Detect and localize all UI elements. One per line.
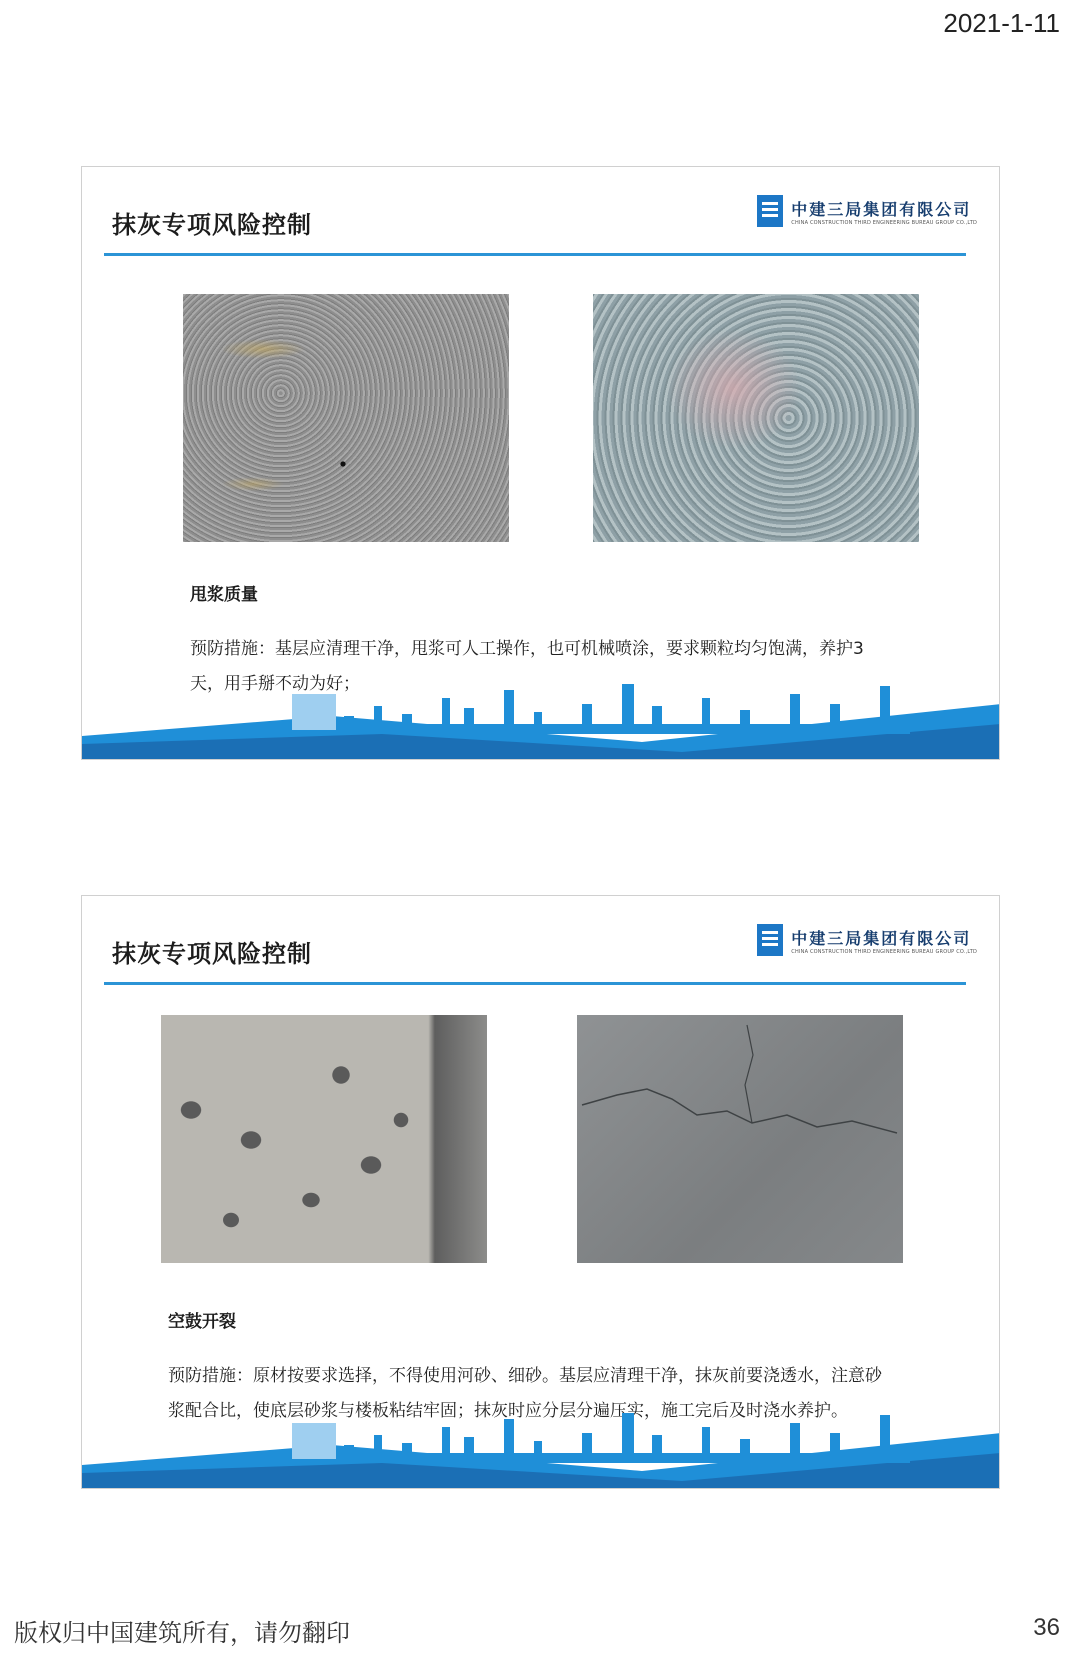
section-heading: 空鼓开裂 [168, 1312, 236, 1332]
section-heading: 甩浆质量 [190, 585, 258, 605]
slide-2 [81, 895, 1000, 1489]
section-body-text: 预防措施：基层应清理干净，甩浆可人工操作，也可机械喷涂，要求颗粒均匀饱满，养护3天，用手掰不动为好； [190, 639, 864, 694]
slide-title: 抹灰专项风险控制 [112, 211, 312, 239]
company-name-en: CHINA CONSTRUCTION THIRD ENGINEERING BUREAU GROUP CO.,LTD [791, 219, 977, 226]
skyline-footer-graphic [82, 1393, 1000, 1488]
crack-lines [577, 1015, 903, 1263]
title-divider [104, 253, 966, 256]
slide-1 [81, 166, 1000, 760]
company-logo-icon [757, 924, 783, 956]
title-divider [104, 982, 966, 985]
photo-spray-surface-left [183, 294, 509, 542]
company-logo-icon [757, 195, 783, 227]
company-name-cn: 中建三局集团有限公司 [791, 928, 972, 948]
slide-title: 抹灰专项风险控制 [112, 940, 312, 968]
skyline-footer-graphic [82, 664, 1000, 759]
document-date: 2021-1-11 [943, 8, 1060, 38]
section-body-text: 预防措施：原材按要求选择，不得使用河砂、细砂。基层应清理干净，抹灰前要浇透水，注意砂浆配合比，使底层砂浆与楼板粘结牢固；抹灰时应分层分遍压实，施工完后及时浇水养护。 [168, 1366, 882, 1421]
company-name-en: CHINA CONSTRUCTION THIRD ENGINEERING BUREAU GROUP CO.,LTD [791, 948, 977, 955]
company-brand [757, 195, 977, 227]
copyright-notice: 版权归中国建筑所有，请勿翻印 [14, 1619, 350, 1647]
page-number: 36 [1033, 1614, 1060, 1641]
photo-patched-wall [161, 1015, 487, 1263]
photo-spray-surface-right [593, 294, 919, 542]
photo-cracked-surface [577, 1015, 903, 1263]
company-brand [757, 924, 977, 956]
company-name-cn: 中建三局集团有限公司 [791, 199, 972, 219]
